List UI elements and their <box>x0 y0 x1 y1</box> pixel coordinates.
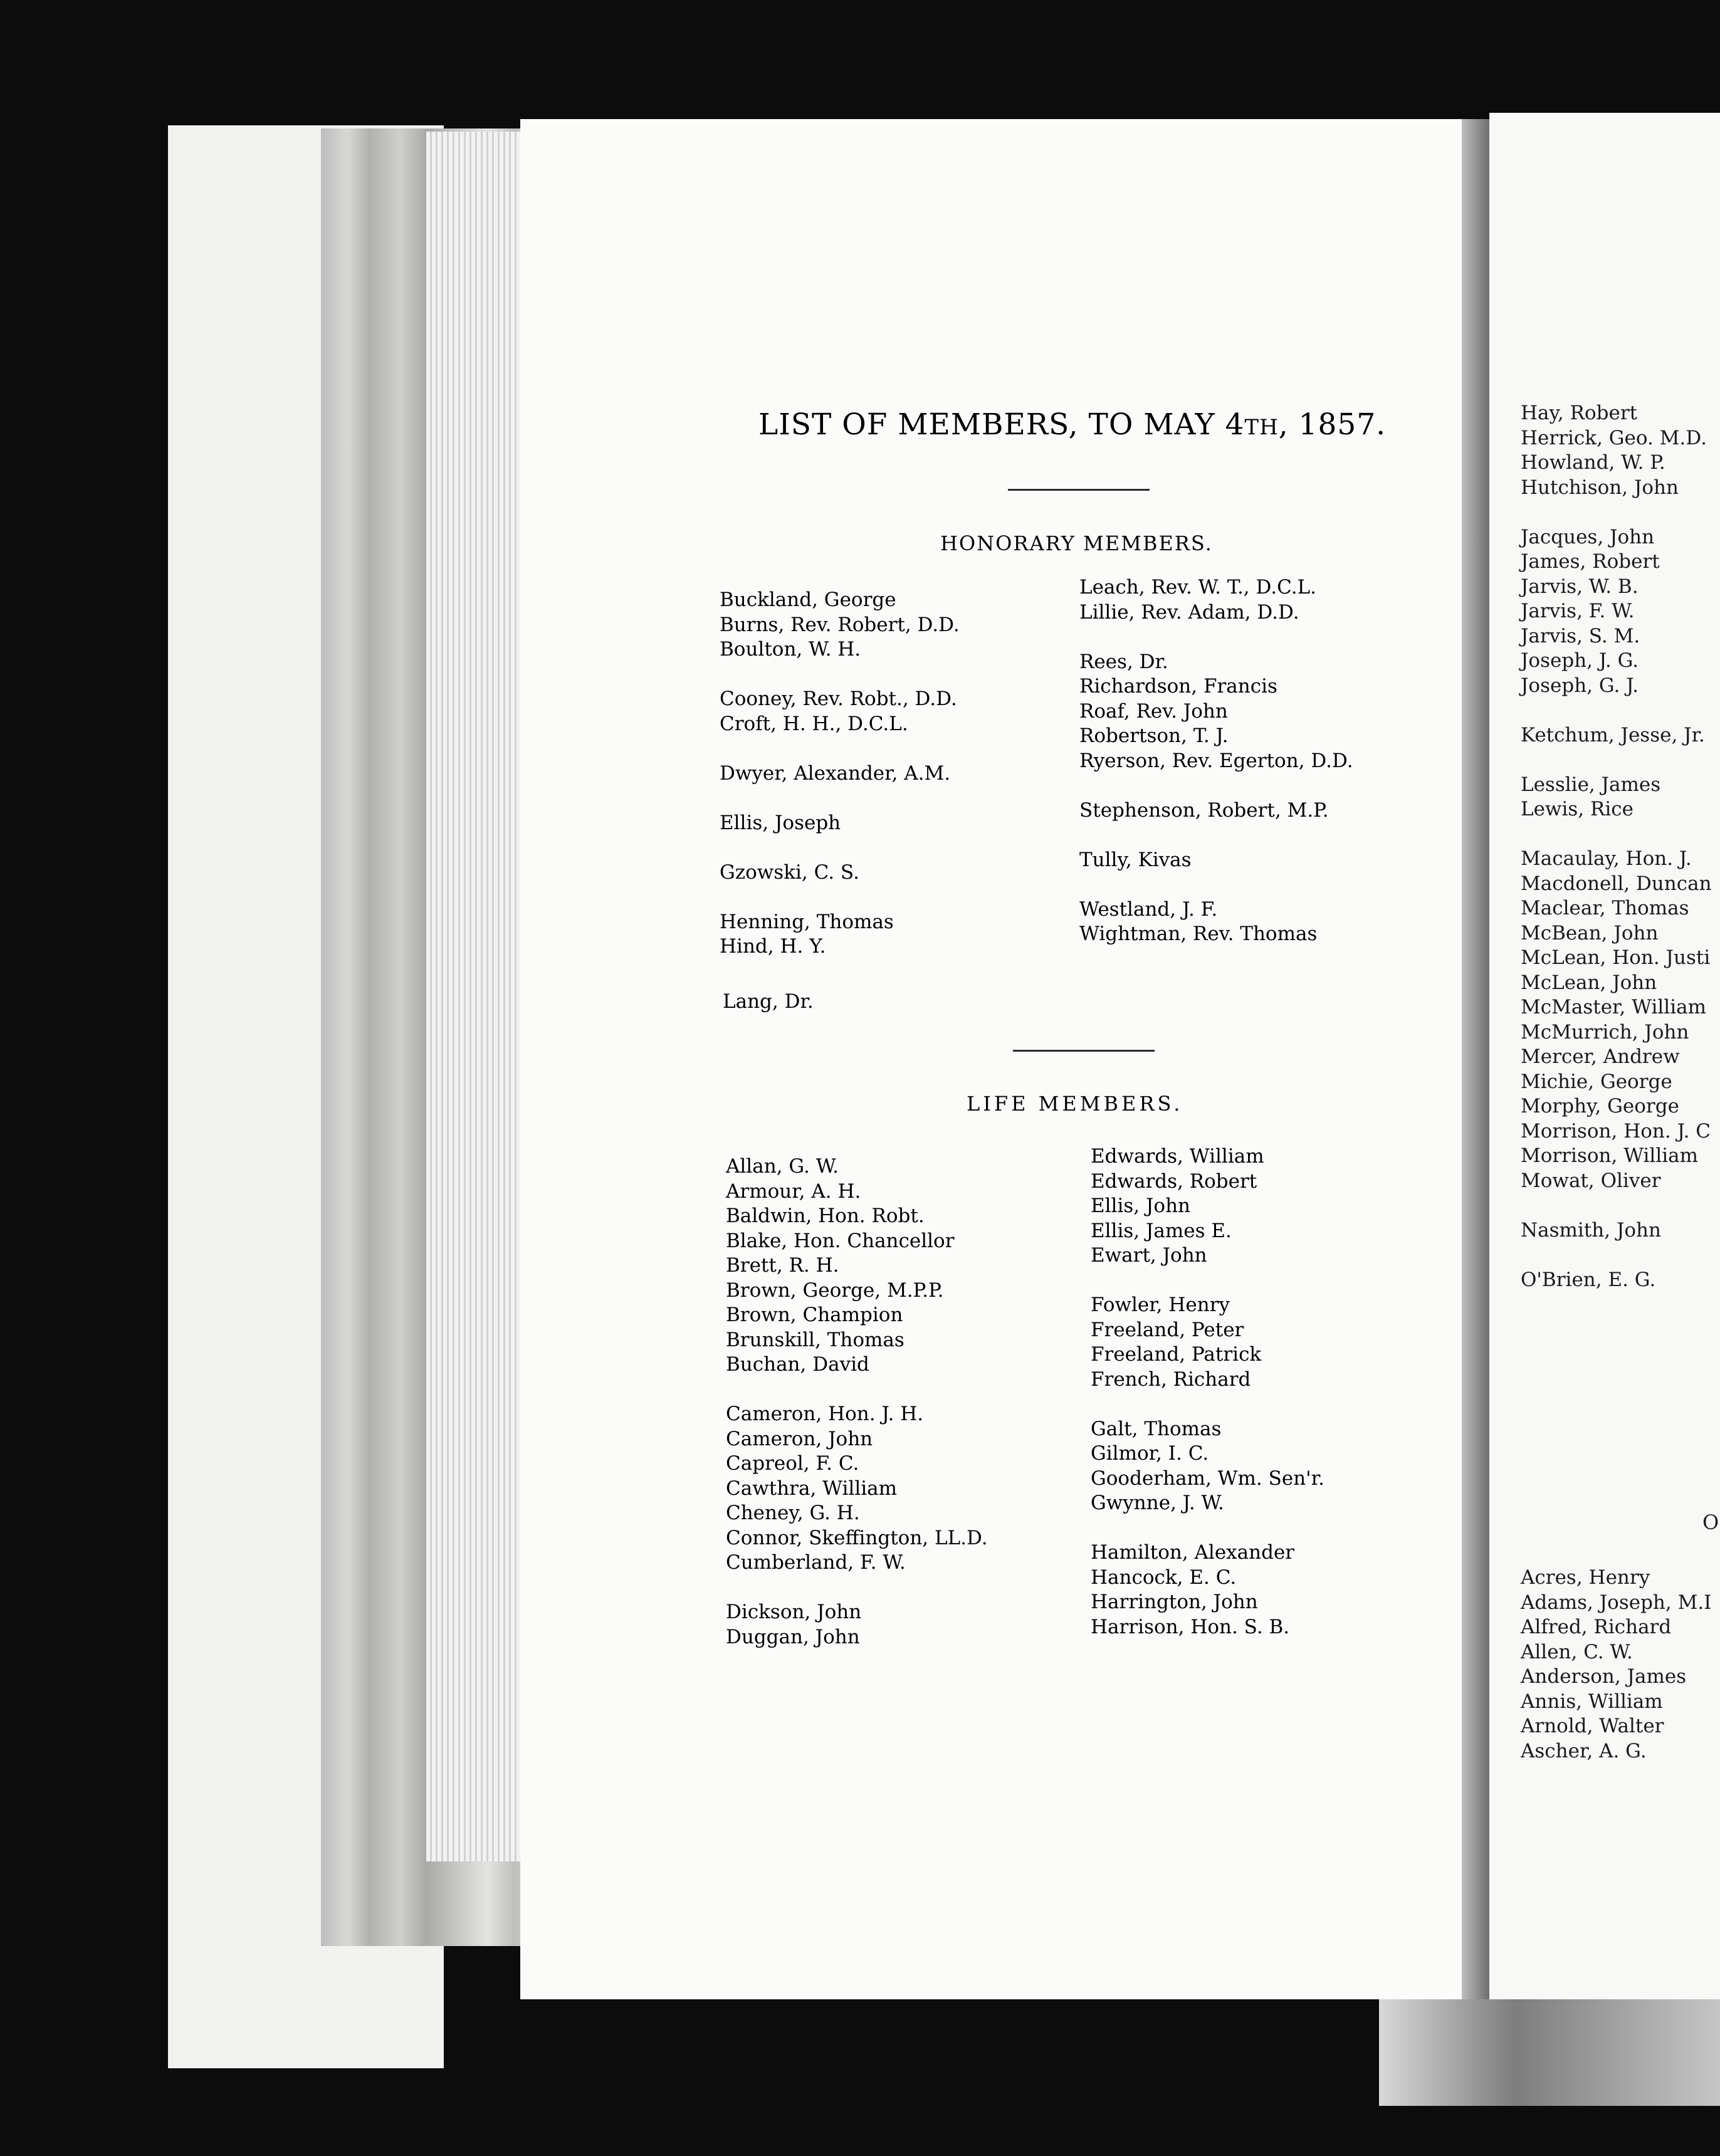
member-group <box>720 910 960 960</box>
member-name: Freeland, Patrick <box>1091 1343 1262 1366</box>
member-name: Cawthra, William <box>726 1477 898 1500</box>
member-group <box>1091 1541 1324 1640</box>
member-group <box>720 588 960 662</box>
member-name: Edwards, William <box>1091 1145 1264 1168</box>
member-group <box>1521 847 1712 1193</box>
main-page <box>520 119 1478 1999</box>
member-name: Michie, George <box>1521 1070 1672 1093</box>
member-name: McMaster, William <box>1521 996 1707 1018</box>
member-name: Allan, G. W. <box>726 1155 839 1178</box>
member-name: Nasmith, John <box>1521 1218 1661 1242</box>
member-group <box>720 761 960 787</box>
member-name: Mercer, Andrew <box>1521 1045 1680 1068</box>
member-group <box>1079 897 1353 947</box>
member-group <box>1079 798 1353 824</box>
member-name: Morrison, Hon. J. C <box>1521 1119 1711 1143</box>
member-name: Jacques, John <box>1521 525 1655 548</box>
member-name: Croft, H. H., D.C.L. <box>720 712 908 735</box>
member-name: Harrington, John <box>1091 1591 1258 1613</box>
member-name: Gooderham, Wm. Sen'r. <box>1091 1467 1324 1490</box>
member-name: Lesslie, James <box>1521 773 1661 796</box>
member-group <box>1521 401 1712 500</box>
member-name: Hamilton, Alexander <box>1091 1541 1295 1564</box>
member-name: Dwyer, Alexander, A.M. <box>720 761 951 785</box>
member-name: Lillie, Rev. Adam, D.D. <box>1079 600 1299 624</box>
member-name: Burns, Rev. Robert, D.D. <box>720 613 960 636</box>
right-page-bottom-column <box>1521 1566 1711 1764</box>
member-name: Brett, R. H. <box>726 1254 839 1277</box>
member-name: Jarvis, F. W. <box>1521 600 1635 622</box>
member-name: Armour, A. H. <box>726 1180 861 1203</box>
right-page-partial-heading: O <box>1702 1510 1720 1534</box>
member-name: Ryerson, Rev. Egerton, D.D. <box>1079 749 1353 772</box>
member-name: Stephenson, Robert, M.P. <box>1079 798 1329 822</box>
member-name: Rees, Dr. <box>1079 650 1168 673</box>
member-group <box>1079 575 1353 625</box>
member-group <box>1079 650 1353 774</box>
member-name: Hay, Robert <box>1521 402 1638 424</box>
life-right-column <box>1091 1144 1324 1665</box>
member-name: Ketchum, Jesse, Jr. <box>1521 723 1705 746</box>
member-name: Boulton, W. H. <box>720 638 861 661</box>
member-name: Gzowski, C. S. <box>720 861 859 884</box>
member-group <box>1521 773 1712 822</box>
member-name: Gwynne, J. W. <box>1091 1492 1224 1514</box>
member-name: Macaulay, Hon. J. <box>1521 847 1692 870</box>
honorary-right-column <box>1079 575 1353 971</box>
member-name: Ascher, A. G. <box>1521 1739 1647 1762</box>
honorary-heading: HONORARY MEMBERS. <box>940 531 1213 555</box>
title-rule <box>1008 489 1150 491</box>
member-name: Edwards, Robert <box>1091 1170 1257 1193</box>
member-name: Hutchison, John <box>1521 476 1679 499</box>
life-heading: LIFE MEMBERS. <box>967 1092 1183 1116</box>
member-group <box>1091 1417 1324 1516</box>
page-title-ordinal: TH <box>1244 415 1279 440</box>
member-group <box>1521 525 1712 699</box>
honorary-left-column <box>720 588 960 984</box>
member-group <box>726 1600 988 1650</box>
member-name: Robertson, T. J. <box>1079 725 1229 747</box>
member-name: Cumberland, F. W. <box>726 1551 906 1574</box>
member-group <box>1521 723 1712 748</box>
book-bottom-edge <box>1379 1999 1720 2106</box>
page-title <box>758 407 1404 442</box>
section-rule <box>1013 1050 1155 1052</box>
member-name: Harrison, Hon. S. B. <box>1091 1615 1290 1638</box>
member-name: Freeland, Peter <box>1091 1318 1244 1341</box>
member-name: Brown, Champion <box>726 1304 903 1326</box>
member-name: Hind, H. Y. <box>720 935 826 958</box>
member-name: Leach, Rev. W. T., D.C.L. <box>1079 576 1317 599</box>
member-name: Roaf, Rev. John <box>1079 699 1228 723</box>
member-name: Cameron, Hon. J. H. <box>726 1403 924 1425</box>
member-group <box>1521 1218 1712 1243</box>
member-name: Maclear, Thomas <box>1521 897 1689 919</box>
page-title-year: , 1857. <box>1278 407 1387 442</box>
member-name: Adams, Joseph, M.I <box>1521 1591 1712 1614</box>
page-edge-leaves <box>426 132 520 1861</box>
right-page-column <box>1521 401 1712 1317</box>
honorary-lang: Lang, Dr. <box>723 990 814 1013</box>
member-name: Arnold, Walter <box>1521 1715 1664 1737</box>
life-left-column <box>726 1154 988 1675</box>
member-name: Galt, Thomas <box>1091 1417 1222 1440</box>
member-name: McLean, John <box>1521 971 1657 994</box>
member-name: Brown, George, M.P.P. <box>726 1279 944 1302</box>
member-name: Richardson, Francis <box>1079 675 1277 698</box>
member-name: Cheney, G. H. <box>726 1502 860 1524</box>
member-name: Gilmor, I. C. <box>1091 1442 1209 1465</box>
member-name: Buchan, David <box>726 1353 869 1376</box>
member-name: Dickson, John <box>726 1601 862 1623</box>
member-name: Wightman, Rev. Thomas <box>1079 923 1318 945</box>
member-name: Blake, Hon. Chancellor <box>726 1229 955 1252</box>
member-group <box>720 861 960 886</box>
member-group <box>720 687 960 736</box>
member-group <box>1521 1268 1712 1293</box>
member-group <box>1091 1144 1324 1269</box>
member-name: Macdonell, Duncan <box>1521 872 1712 895</box>
member-name: Annis, William <box>1521 1690 1663 1713</box>
member-name: Cooney, Rev. Robt., D.D. <box>720 688 957 710</box>
member-name: Connor, Skeffington, LL.D. <box>726 1526 988 1549</box>
member-name: McLean, Hon. Justi <box>1521 946 1711 969</box>
member-name: Fowler, Henry <box>1091 1294 1230 1316</box>
member-name: Buckland, George <box>720 589 896 611</box>
gutter-shadow <box>1462 119 1489 1999</box>
member-name: Mowat, Oliver <box>1521 1169 1661 1192</box>
member-name: Hancock, E. C. <box>1091 1566 1237 1589</box>
member-name: Jarvis, W. B. <box>1521 575 1639 598</box>
member-name: Ellis, James E. <box>1091 1219 1232 1242</box>
member-name: Allen, C. W. <box>1521 1640 1633 1663</box>
member-name: Ellis, Joseph <box>720 811 841 834</box>
member-name: Howland, W. P. <box>1521 451 1665 474</box>
member-name: Brunskill, Thomas <box>726 1328 905 1351</box>
member-name: Westland, J. F. <box>1079 897 1218 921</box>
page-title-main: LIST OF MEMBERS, TO MAY 4 <box>758 407 1245 442</box>
member-name: Henning, Thomas <box>720 910 894 933</box>
member-name: Joseph, J. G. <box>1521 649 1639 672</box>
member-name: Tully, Kivas <box>1079 848 1192 871</box>
member-name: Alfred, Richard <box>1521 1616 1672 1638</box>
member-name: Morrison, William <box>1521 1144 1699 1167</box>
member-group <box>726 1154 988 1378</box>
member-name: Jarvis, S. M. <box>1521 624 1640 647</box>
member-name: French, Richard <box>1091 1368 1251 1391</box>
member-name: Herrick, Geo. M.D. <box>1521 426 1707 449</box>
member-group <box>1079 848 1353 873</box>
member-name: Capreol, F. C. <box>726 1452 859 1475</box>
member-name: Ewart, John <box>1091 1244 1207 1267</box>
member-group <box>726 1402 988 1576</box>
member-group <box>1091 1293 1324 1392</box>
member-name: Morphy, George <box>1521 1095 1679 1117</box>
member-name: Cameron, John <box>726 1427 873 1450</box>
right-page <box>1489 113 1720 1999</box>
member-name: Joseph, G. J. <box>1521 674 1639 697</box>
member-name: O'Brien, E. G. <box>1521 1268 1656 1291</box>
member-name: McMurrich, John <box>1521 1020 1689 1044</box>
member-name: Baldwin, Hon. Robt. <box>726 1205 925 1227</box>
member-name: Duggan, John <box>726 1625 860 1648</box>
member-name: James, Robert <box>1521 550 1660 573</box>
member-name: Acres, Henry <box>1521 1566 1650 1589</box>
member-name: Ellis, John <box>1091 1195 1191 1217</box>
member-name: Lewis, Rice <box>1521 798 1633 820</box>
member-name: Anderson, James <box>1521 1665 1687 1688</box>
member-name: McBean, John <box>1521 921 1659 945</box>
member-group <box>720 811 960 836</box>
